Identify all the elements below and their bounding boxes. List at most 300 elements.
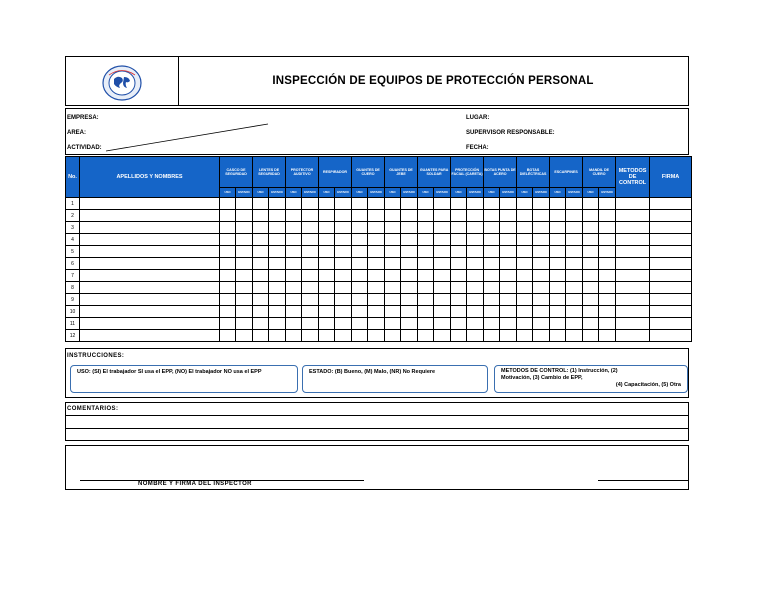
entry-cell[interactable] (401, 330, 418, 342)
entry-cell[interactable] (302, 222, 319, 234)
entry-cell[interactable] (401, 222, 418, 234)
entry-cell[interactable] (451, 318, 467, 330)
entry-cell[interactable] (650, 234, 692, 246)
entry-cell[interactable] (434, 234, 451, 246)
entry-cell[interactable] (302, 210, 319, 222)
entry-cell[interactable] (500, 234, 517, 246)
entry-cell[interactable] (517, 294, 533, 306)
entry-cell[interactable] (286, 294, 302, 306)
entry-cell[interactable] (484, 270, 500, 282)
entry-cell[interactable] (220, 246, 236, 258)
entry-cell[interactable] (286, 246, 302, 258)
entry-cell[interactable] (352, 210, 368, 222)
entry-cell[interactable] (319, 246, 335, 258)
entry-cell[interactable] (385, 282, 401, 294)
entry-cell[interactable] (650, 330, 692, 342)
entry-cell[interactable] (269, 330, 286, 342)
entry-cell[interactable] (583, 234, 599, 246)
entry-cell[interactable] (550, 294, 566, 306)
entry-cell[interactable] (302, 270, 319, 282)
entry-cell[interactable] (220, 330, 236, 342)
entry-cell[interactable] (566, 258, 583, 270)
entry-cell[interactable] (385, 306, 401, 318)
entry-cell[interactable] (335, 270, 352, 282)
entry-cell[interactable] (418, 198, 434, 210)
entry-cell[interactable] (583, 270, 599, 282)
entry-cell[interactable] (650, 270, 692, 282)
entry-cell[interactable] (517, 306, 533, 318)
entry-cell[interactable] (550, 318, 566, 330)
entry-cell[interactable] (269, 318, 286, 330)
entry-cell[interactable] (533, 270, 550, 282)
entry-cell[interactable] (434, 246, 451, 258)
entry-cell[interactable] (302, 246, 319, 258)
entry-cell[interactable] (533, 246, 550, 258)
entry-cell[interactable] (566, 234, 583, 246)
entry-cell[interactable] (599, 270, 616, 282)
entry-cell[interactable] (451, 222, 467, 234)
entry-cell[interactable] (80, 330, 220, 342)
entry-cell[interactable] (286, 210, 302, 222)
entry-cell[interactable] (368, 246, 385, 258)
entry-cell[interactable] (500, 198, 517, 210)
entry-cell[interactable] (385, 198, 401, 210)
entry-cell[interactable] (650, 222, 692, 234)
entry-cell[interactable] (650, 210, 692, 222)
entry-cell[interactable] (616, 222, 650, 234)
entry-cell[interactable] (599, 294, 616, 306)
entry-cell[interactable] (253, 258, 269, 270)
entry-cell[interactable] (599, 306, 616, 318)
entry-cell[interactable] (451, 282, 467, 294)
entry-cell[interactable] (253, 246, 269, 258)
entry-cell[interactable] (253, 210, 269, 222)
entry-cell[interactable] (500, 294, 517, 306)
entry-cell[interactable] (434, 198, 451, 210)
entry-cell[interactable] (434, 258, 451, 270)
entry-cell[interactable] (253, 222, 269, 234)
entry-cell[interactable] (533, 210, 550, 222)
entry-cell[interactable] (352, 270, 368, 282)
entry-cell[interactable] (467, 222, 484, 234)
entry-cell[interactable] (302, 306, 319, 318)
entry-cell[interactable] (583, 198, 599, 210)
entry-cell[interactable] (434, 222, 451, 234)
entry-cell[interactable] (484, 282, 500, 294)
entry-cell[interactable] (517, 258, 533, 270)
entry-cell[interactable] (467, 234, 484, 246)
entry-cell[interactable] (566, 246, 583, 258)
entry-cell[interactable] (80, 270, 220, 282)
entry-cell[interactable] (451, 210, 467, 222)
entry-cell[interactable] (236, 210, 253, 222)
entry-cell[interactable] (418, 222, 434, 234)
entry-cell[interactable] (368, 306, 385, 318)
entry-cell[interactable] (650, 198, 692, 210)
entry-cell[interactable] (401, 318, 418, 330)
entry-cell[interactable] (533, 258, 550, 270)
entry-cell[interactable] (368, 222, 385, 234)
entry-cell[interactable] (236, 246, 253, 258)
entry-cell[interactable] (401, 198, 418, 210)
entry-cell[interactable] (319, 222, 335, 234)
entry-cell[interactable] (335, 330, 352, 342)
entry-cell[interactable] (500, 210, 517, 222)
entry-cell[interactable] (236, 234, 253, 246)
entry-cell[interactable] (616, 258, 650, 270)
entry-cell[interactable] (269, 270, 286, 282)
entry-cell[interactable] (335, 246, 352, 258)
entry-cell[interactable] (385, 234, 401, 246)
entry-cell[interactable] (253, 270, 269, 282)
entry-cell[interactable] (500, 282, 517, 294)
entry-cell[interactable] (352, 198, 368, 210)
entry-cell[interactable] (616, 318, 650, 330)
entry-cell[interactable] (434, 294, 451, 306)
entry-cell[interactable] (80, 198, 220, 210)
entry-cell[interactable] (517, 270, 533, 282)
entry-cell[interactable] (236, 198, 253, 210)
entry-cell[interactable] (533, 294, 550, 306)
entry-cell[interactable] (434, 282, 451, 294)
entry-cell[interactable] (434, 306, 451, 318)
entry-cell[interactable] (269, 294, 286, 306)
entry-cell[interactable] (500, 222, 517, 234)
entry-cell[interactable] (418, 294, 434, 306)
entry-cell[interactable] (533, 318, 550, 330)
entry-cell[interactable] (650, 294, 692, 306)
entry-cell[interactable] (368, 294, 385, 306)
entry-cell[interactable] (236, 318, 253, 330)
entry-cell[interactable] (302, 330, 319, 342)
entry-cell[interactable] (80, 282, 220, 294)
entry-cell[interactable] (319, 258, 335, 270)
entry-cell[interactable] (253, 234, 269, 246)
entry-cell[interactable] (286, 282, 302, 294)
entry-cell[interactable] (583, 306, 599, 318)
entry-cell[interactable] (467, 306, 484, 318)
entry-cell[interactable] (467, 246, 484, 258)
entry-cell[interactable] (616, 198, 650, 210)
entry-cell[interactable] (550, 306, 566, 318)
entry-cell[interactable] (286, 318, 302, 330)
entry-cell[interactable] (385, 222, 401, 234)
entry-cell[interactable] (451, 294, 467, 306)
entry-cell[interactable] (418, 270, 434, 282)
entry-cell[interactable] (269, 222, 286, 234)
entry-cell[interactable] (220, 270, 236, 282)
entry-cell[interactable] (616, 330, 650, 342)
entry-cell[interactable] (352, 258, 368, 270)
entry-cell[interactable] (220, 198, 236, 210)
entry-cell[interactable] (269, 210, 286, 222)
entry-cell[interactable] (220, 258, 236, 270)
entry-cell[interactable] (566, 294, 583, 306)
entry-cell[interactable] (583, 294, 599, 306)
entry-cell[interactable] (599, 282, 616, 294)
entry-cell[interactable] (599, 246, 616, 258)
entry-cell[interactable] (583, 282, 599, 294)
entry-cell[interactable] (286, 234, 302, 246)
entry-cell[interactable] (385, 210, 401, 222)
entry-cell[interactable] (616, 270, 650, 282)
entry-cell[interactable] (550, 258, 566, 270)
entry-cell[interactable] (319, 270, 335, 282)
entry-cell[interactable] (500, 330, 517, 342)
entry-cell[interactable] (500, 318, 517, 330)
entry-cell[interactable] (566, 198, 583, 210)
entry-cell[interactable] (517, 246, 533, 258)
entry-cell[interactable] (220, 294, 236, 306)
entry-cell[interactable] (533, 198, 550, 210)
entry-cell[interactable] (566, 270, 583, 282)
entry-cell[interactable] (286, 222, 302, 234)
entry-cell[interactable] (401, 258, 418, 270)
entry-cell[interactable] (616, 246, 650, 258)
entry-cell[interactable] (335, 222, 352, 234)
entry-cell[interactable] (286, 270, 302, 282)
entry-cell[interactable] (451, 258, 467, 270)
entry-cell[interactable] (368, 198, 385, 210)
entry-cell[interactable] (286, 330, 302, 342)
entry-cell[interactable] (220, 234, 236, 246)
entry-cell[interactable] (352, 306, 368, 318)
entry-cell[interactable] (236, 222, 253, 234)
entry-cell[interactable] (434, 210, 451, 222)
entry-cell[interactable] (484, 306, 500, 318)
entry-cell[interactable] (550, 246, 566, 258)
entry-cell[interactable] (352, 234, 368, 246)
entry-cell[interactable] (566, 306, 583, 318)
entry-cell[interactable] (319, 282, 335, 294)
entry-cell[interactable] (517, 330, 533, 342)
entry-cell[interactable] (253, 198, 269, 210)
entry-cell[interactable] (517, 198, 533, 210)
entry-cell[interactable] (352, 222, 368, 234)
entry-cell[interactable] (401, 306, 418, 318)
entry-cell[interactable] (319, 294, 335, 306)
entry-cell[interactable] (650, 282, 692, 294)
entry-cell[interactable] (401, 282, 418, 294)
entry-cell[interactable] (319, 234, 335, 246)
entry-cell[interactable] (368, 282, 385, 294)
entry-cell[interactable] (550, 222, 566, 234)
entry-cell[interactable] (566, 330, 583, 342)
entry-cell[interactable] (401, 210, 418, 222)
entry-cell[interactable] (352, 294, 368, 306)
entry-cell[interactable] (484, 246, 500, 258)
entry-cell[interactable] (484, 318, 500, 330)
entry-cell[interactable] (599, 258, 616, 270)
entry-cell[interactable] (253, 318, 269, 330)
entry-cell[interactable] (368, 210, 385, 222)
entry-cell[interactable] (451, 234, 467, 246)
entry-cell[interactable] (236, 282, 253, 294)
entry-cell[interactable] (385, 270, 401, 282)
entry-cell[interactable] (616, 234, 650, 246)
entry-cell[interactable] (467, 198, 484, 210)
entry-cell[interactable] (385, 330, 401, 342)
entry-cell[interactable] (302, 294, 319, 306)
entry-cell[interactable] (599, 234, 616, 246)
entry-cell[interactable] (286, 198, 302, 210)
entry-cell[interactable] (302, 258, 319, 270)
entry-cell[interactable] (517, 222, 533, 234)
entry-cell[interactable] (418, 282, 434, 294)
entry-cell[interactable] (484, 198, 500, 210)
entry-cell[interactable] (566, 210, 583, 222)
entry-cell[interactable] (451, 330, 467, 342)
entry-cell[interactable] (451, 306, 467, 318)
entry-cell[interactable] (269, 198, 286, 210)
entry-cell[interactable] (599, 222, 616, 234)
entry-cell[interactable] (467, 210, 484, 222)
entry-cell[interactable] (302, 198, 319, 210)
entry-cell[interactable] (550, 198, 566, 210)
entry-cell[interactable] (269, 258, 286, 270)
entry-cell[interactable] (418, 318, 434, 330)
entry-cell[interactable] (236, 294, 253, 306)
entry-cell[interactable] (352, 282, 368, 294)
entry-cell[interactable] (616, 210, 650, 222)
entry-cell[interactable] (286, 258, 302, 270)
entry-cell[interactable] (418, 306, 434, 318)
entry-cell[interactable] (599, 330, 616, 342)
entry-cell[interactable] (385, 258, 401, 270)
entry-cell[interactable] (236, 270, 253, 282)
entry-cell[interactable] (253, 306, 269, 318)
entry-cell[interactable] (517, 318, 533, 330)
entry-cell[interactable] (550, 282, 566, 294)
entry-cell[interactable] (517, 210, 533, 222)
entry-cell[interactable] (418, 210, 434, 222)
entry-cell[interactable] (550, 270, 566, 282)
entry-cell[interactable] (650, 318, 692, 330)
entry-cell[interactable] (220, 306, 236, 318)
entry-cell[interactable] (484, 258, 500, 270)
entry-cell[interactable] (451, 246, 467, 258)
entry-cell[interactable] (335, 234, 352, 246)
entry-cell[interactable] (253, 282, 269, 294)
entry-cell[interactable] (80, 246, 220, 258)
entry-cell[interactable] (236, 330, 253, 342)
entry-cell[interactable] (650, 306, 692, 318)
entry-cell[interactable] (335, 294, 352, 306)
entry-cell[interactable] (335, 198, 352, 210)
entry-cell[interactable] (484, 234, 500, 246)
entry-cell[interactable] (368, 330, 385, 342)
entry-cell[interactable] (335, 210, 352, 222)
entry-cell[interactable] (583, 318, 599, 330)
entry-cell[interactable] (80, 234, 220, 246)
entry-cell[interactable] (467, 270, 484, 282)
entry-cell[interactable] (319, 306, 335, 318)
entry-cell[interactable] (352, 246, 368, 258)
entry-cell[interactable] (533, 234, 550, 246)
entry-cell[interactable] (616, 306, 650, 318)
entry-cell[interactable] (550, 210, 566, 222)
entry-cell[interactable] (253, 294, 269, 306)
entry-cell[interactable] (616, 282, 650, 294)
entry-cell[interactable] (599, 198, 616, 210)
entry-cell[interactable] (401, 246, 418, 258)
entry-cell[interactable] (352, 318, 368, 330)
entry-cell[interactable] (335, 318, 352, 330)
entry-cell[interactable] (335, 282, 352, 294)
entry-cell[interactable] (220, 222, 236, 234)
entry-cell[interactable] (352, 330, 368, 342)
entry-cell[interactable] (418, 330, 434, 342)
entry-cell[interactable] (500, 246, 517, 258)
entry-cell[interactable] (319, 210, 335, 222)
entry-cell[interactable] (302, 318, 319, 330)
entry-cell[interactable] (550, 234, 566, 246)
entry-cell[interactable] (616, 294, 650, 306)
entry-cell[interactable] (385, 294, 401, 306)
entry-cell[interactable] (401, 270, 418, 282)
entry-cell[interactable] (599, 210, 616, 222)
entry-cell[interactable] (80, 306, 220, 318)
entry-cell[interactable] (434, 330, 451, 342)
entry-cell[interactable] (236, 306, 253, 318)
entry-cell[interactable] (434, 318, 451, 330)
entry-cell[interactable] (80, 210, 220, 222)
entry-cell[interactable] (451, 198, 467, 210)
entry-cell[interactable] (269, 282, 286, 294)
entry-cell[interactable] (500, 306, 517, 318)
entry-cell[interactable] (484, 330, 500, 342)
entry-cell[interactable] (368, 258, 385, 270)
entry-cell[interactable] (467, 330, 484, 342)
entry-cell[interactable] (368, 318, 385, 330)
entry-cell[interactable] (335, 306, 352, 318)
entry-cell[interactable] (550, 330, 566, 342)
entry-cell[interactable] (434, 270, 451, 282)
entry-cell[interactable] (220, 318, 236, 330)
entry-cell[interactable] (302, 234, 319, 246)
entry-cell[interactable] (269, 234, 286, 246)
entry-cell[interactable] (467, 258, 484, 270)
entry-cell[interactable] (368, 234, 385, 246)
entry-cell[interactable] (220, 282, 236, 294)
entry-cell[interactable] (401, 234, 418, 246)
entry-cell[interactable] (418, 246, 434, 258)
entry-cell[interactable] (533, 282, 550, 294)
entry-cell[interactable] (599, 318, 616, 330)
entry-cell[interactable] (484, 210, 500, 222)
entry-cell[interactable] (80, 294, 220, 306)
entry-cell[interactable] (467, 282, 484, 294)
entry-cell[interactable] (385, 318, 401, 330)
entry-cell[interactable] (517, 282, 533, 294)
entry-cell[interactable] (319, 198, 335, 210)
entry-cell[interactable] (533, 222, 550, 234)
entry-cell[interactable] (253, 330, 269, 342)
entry-cell[interactable] (220, 210, 236, 222)
entry-cell[interactable] (418, 258, 434, 270)
entry-cell[interactable] (286, 306, 302, 318)
entry-cell[interactable] (583, 210, 599, 222)
entry-cell[interactable] (80, 318, 220, 330)
entry-cell[interactable] (533, 306, 550, 318)
entry-cell[interactable] (335, 258, 352, 270)
entry-cell[interactable] (566, 282, 583, 294)
entry-cell[interactable] (650, 246, 692, 258)
entry-cell[interactable] (302, 282, 319, 294)
entry-cell[interactable] (418, 234, 434, 246)
entry-cell[interactable] (80, 222, 220, 234)
entry-cell[interactable] (80, 258, 220, 270)
